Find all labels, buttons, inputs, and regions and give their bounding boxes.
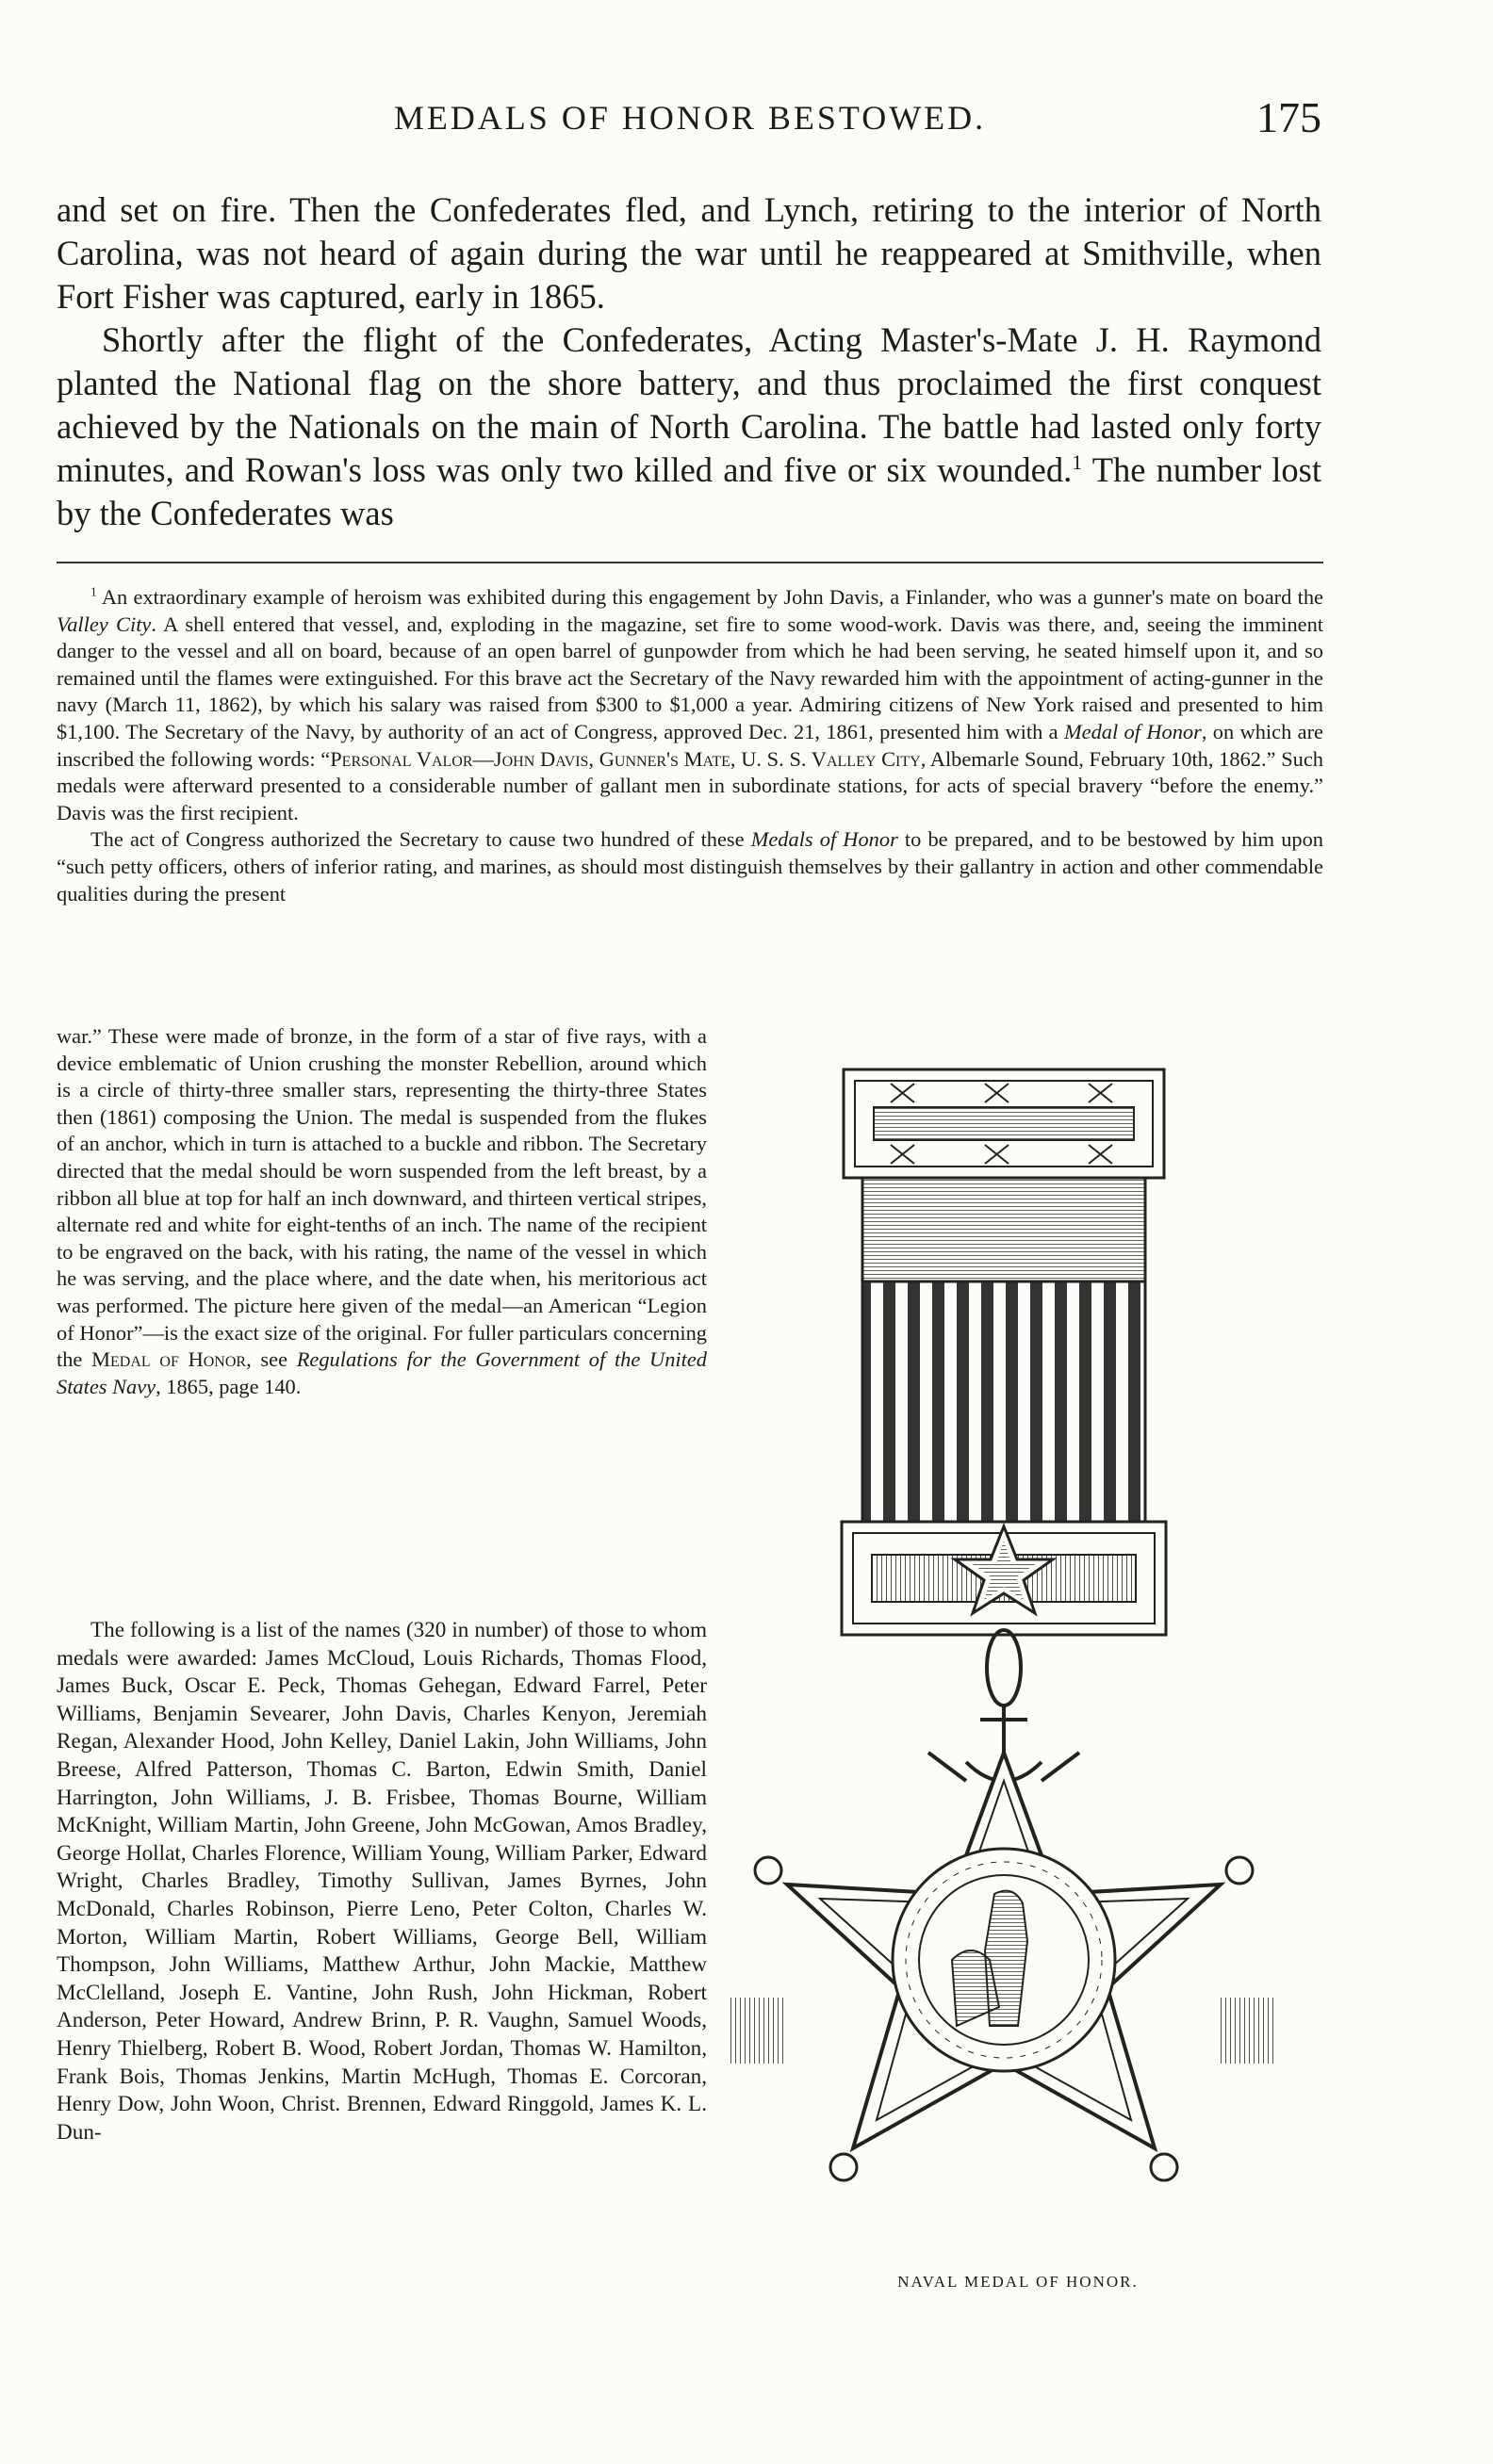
figure-caption: NAVAL MEDAL OF HONOR. [897,2273,1139,2291]
footnote-text: , on which are inscribed the following words: “ [57,719,1323,771]
footnote-divider [57,562,1323,563]
footnote-text: , 1865, page 140. [156,1374,302,1398]
footnote-reference[interactable]: 1 [1072,449,1083,474]
recipient-names-paragraph: The following is a list of the names (320 in number) of those to whom medals were awarded: James McCloud, Louis Richards, Thomas Flood, James Buck, Oscar E. Peck, Thomas Gehegan, Edward Farrel, Peter Williams, Benjamin Sevearer, John Davis, Charles Kenyon, Jeremiah Regan, Alexander Hood, John Kelley, Daniel Lakin, John Williams, John Breese, Alfred Patterson, Thomas C. Barton, Edwin Smith, Daniel Harrington, John Williams, J. B. Frisbee, Thomas Bourne, William McKnight, William Martin, John Greene, John McGowan, Amos Bradley, George Hollat, Charles Florence, William Young, William Parker, Edward Wright, Charles Bradley, Timothy Sullivan, James Byrnes, John McDonald, Charles Robinson, Pierre Leno, Peter Colton, Charles W. Morton, William Martin, Robert Williams, George Bell, William Thompson, John Williams, Matthew Arthur, John Mackie, Matthew McClelland, Joseph E. Vantine, John Rush, John Hickman, Robert Anderson, Peter Howard, Andrew Brinn, P. R. Vaughn, Samuel Woods, Henry Thielberg, Robert B. Wood, Robert Jordan, Thomas W. Hamilton, Frank Bois, Thomas Jenkins, Martin McHugh, Thomas E. Corcoran, Henry Dow, John Woon, Christ. Brennen, Edward Ringgold, James K. L. Dun- [57,1618,707,2145]
buckle-bar [842,1522,1166,1635]
medal-inscription: Personal Valor—John Davis, Gunner's Mate, U. S. S. Valley City [330,746,921,771]
medal-name: Medal of Honor [91,1347,247,1372]
body-paragraph-2-end: The number lost by the Confederates was [57,450,1321,532]
top-clasp [844,1069,1164,1178]
footnote-paragraph-2-cont [57,1023,707,1400]
recipient-list [57,1617,707,2146]
regulations-title: Regulations for the Government of the United States Navy [57,1347,707,1398]
page-header [58,92,1321,149]
medal-name: Medals of Honor [750,827,898,852]
running-title: MEDALS OF HONOR BESTOWED. [393,99,987,137]
footnote-paragraph-2 [57,826,1323,907]
footnote-upper [57,584,1323,907]
footnote-text: An extraordinary example of heroism was exhibited during this engagement by John Davis, a Finlander, who was a gunner's mate on board the [101,585,1323,609]
naval-medal-engraving [712,1055,1324,2280]
footnote-text: The act of Congress authorized the Secretary to cause two hundred of these [90,827,751,852]
medal-name: Medal of Honor [1063,719,1202,743]
star-medal [730,1753,1277,2180]
body-paragraph-2 [57,318,1321,535]
ribbon [862,1178,1145,1522]
footnote-text: , Albemarle Sound, February 10th, 1862.” Such medals were afterward presented to a considerable number of gallant men in subordinate stations, for acts of special bravery “before the enemy.” Davis was the first recipient. [57,746,1323,824]
footnote-text: war.” These were made of bronze, in the form of a star of five rays, with a device emblematic of Union crushing the monster Rebellion, around which is a circle of thirty-three smaller stars, representing the thirty-three States then (1861) composing the Union. The medal is suspended from the flukes of an anchor, which in turn is attached to a buckle and ribbon. The Secretary directed that the medal should be worn suspended from the left breast, by a ribbon all blue at top for half an inch downward, and thirteen vertical stripes, alternate red and white for eight-tenths of an inch. The name of the recipient to be engraved on the back, with his rating, the name of the vessel in which he was serving, and the place where, and the date when, his meritorious act was performed. The picture here given of the medal—an American “Legion of Honor”—is the exact size of the original. For fuller particulars concerning the [57,1024,707,1372]
footnote-paragraph-1 [57,584,1323,826]
footnote-text: to be prepared, and to be bestowed by him upon “such petty officers, others of inferior rating, and marines, as should most distinguish themselves by their gallantry in action and other commendable qualities during the present [57,827,1323,906]
ship-name: Valley City [57,612,152,636]
footnote-left-column [57,1023,707,1400]
page-number: 175 [1256,93,1321,141]
footnote-text: . A shell entered that vessel, and, exploding in the magazine, set fire to some wood-work. Davis was there, and, seeing the imminent danger to the vessel and all on board, because of an open barrel of gunpowder from which he had been serving, he seated himself upon it, and so remained until the flames were extinguished. For this brave act the Secretary of the Navy rewarded him with the appointment of acting-gunner in the navy (March 11, 1862), by which his salary was raised from $300 to $1,000 a year. Admiring citizens of New York raised and presented to him $1,100. The Secretary of the Navy, by authority of an act of Congress, approved Dec. 21, 1861, presented him with a [57,612,1324,743]
footnote-number: 1 [90,584,97,599]
medal-illustration [712,1055,1324,2280]
body-paragraph-1: and set on fire. Then the Confederates fled, and Lynch, retiring to the interior of North Carolina, was not heard of again during the war until he reappeared at Smithville, when Fort Fisher was captured, early in 1865. [57,190,1321,316]
main-text [57,188,1321,535]
body-paragraph-2-text: Shortly after the flight of the Confederates, Acting Master's-Mate J. H. Raymond planted the National flag on the shore battery, and thus proclaimed the first conquest achieved by the Nationals on the main of North Carolina. The battle had lasted only forty minutes, and Rowan's loss was only two killed and five or six wounded. [57,320,1321,489]
footnote-text: , see [246,1347,297,1372]
